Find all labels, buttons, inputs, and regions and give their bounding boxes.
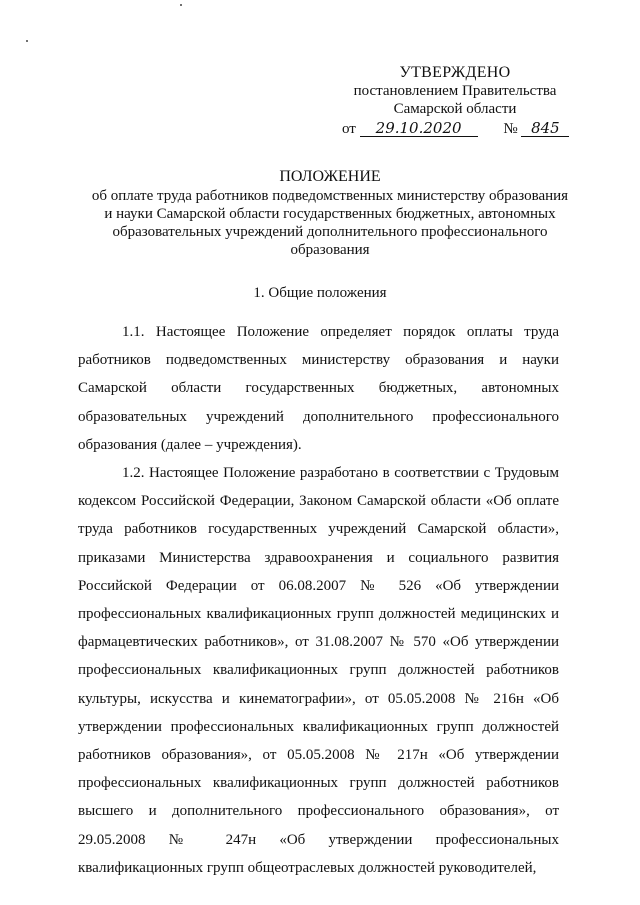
handwritten-number: 845 xyxy=(521,120,569,137)
handwritten-date: 29.10.2020 xyxy=(360,120,478,137)
document-heading xyxy=(40,168,620,259)
from-label: от xyxy=(342,121,356,137)
document-subtitle-line: и науки Самарской области государственных бюджетных, автономных xyxy=(104,206,556,222)
approval-line-2: Самарской области xyxy=(393,101,517,117)
document-subtitle-line: образования xyxy=(290,242,370,258)
paragraph-1-1: 1.1. Настоящее Положение определяет порядок оплаты труда работников подведомственных министерству образования и науки Самарской области государственных бюджетных, автономных образовательных учреждений дополнительного профессионального образования (далее – учреждения). xyxy=(78,324,559,453)
approval-stamp-block xyxy=(330,64,580,138)
section-title: 1. Общие положения xyxy=(253,285,387,301)
document-subtitle-line: образовательных учреждений дополнительного профессионального xyxy=(112,224,548,240)
approval-line-1: постановлением Правительства xyxy=(353,83,557,99)
body-text xyxy=(78,318,559,882)
document-subtitle-line: об оплате труда работников подведомственных министерству образования xyxy=(91,188,569,204)
paragraph-1-2: 1.2. Настоящее Положение разработано в соответствии с Трудовым кодексом Российской Федерации, Законом Самарской области «Об оплате труда работников государственных учреждений Самарской области», приказами Министерства здравоохранения и социального развития Российской Федерации от 06.08.2007 № 526 «Об утверждении профессиональных квалификационных групп должностей медицинских и фармацевтических работников», от 31.08.2007 № 570 «Об утверждении профессиональных квалификационных групп должностей работников культуры, искусства и кинематографии», от 05.05.2008 № 216н «Об утверждении профессиональных квалификационных групп должностей работников образования», от 05.05.2008 № 217н «Об утверждении профессиональных квалификационных групп должностей работников высшего и дополнительного профессионального образования», от 29.05.2008 № 247н «Об утверждении профессиональных квалификационных групп общеотраслевых должностей руководителей, xyxy=(78,465,559,876)
approval-date-line xyxy=(342,120,580,138)
document-title: ПОЛОЖЕНИЕ xyxy=(279,168,381,185)
scan-speck xyxy=(180,4,182,6)
approval-title: УТВЕРЖДЕНО xyxy=(399,64,511,81)
scan-speck xyxy=(26,40,28,42)
number-label: № xyxy=(503,121,518,137)
